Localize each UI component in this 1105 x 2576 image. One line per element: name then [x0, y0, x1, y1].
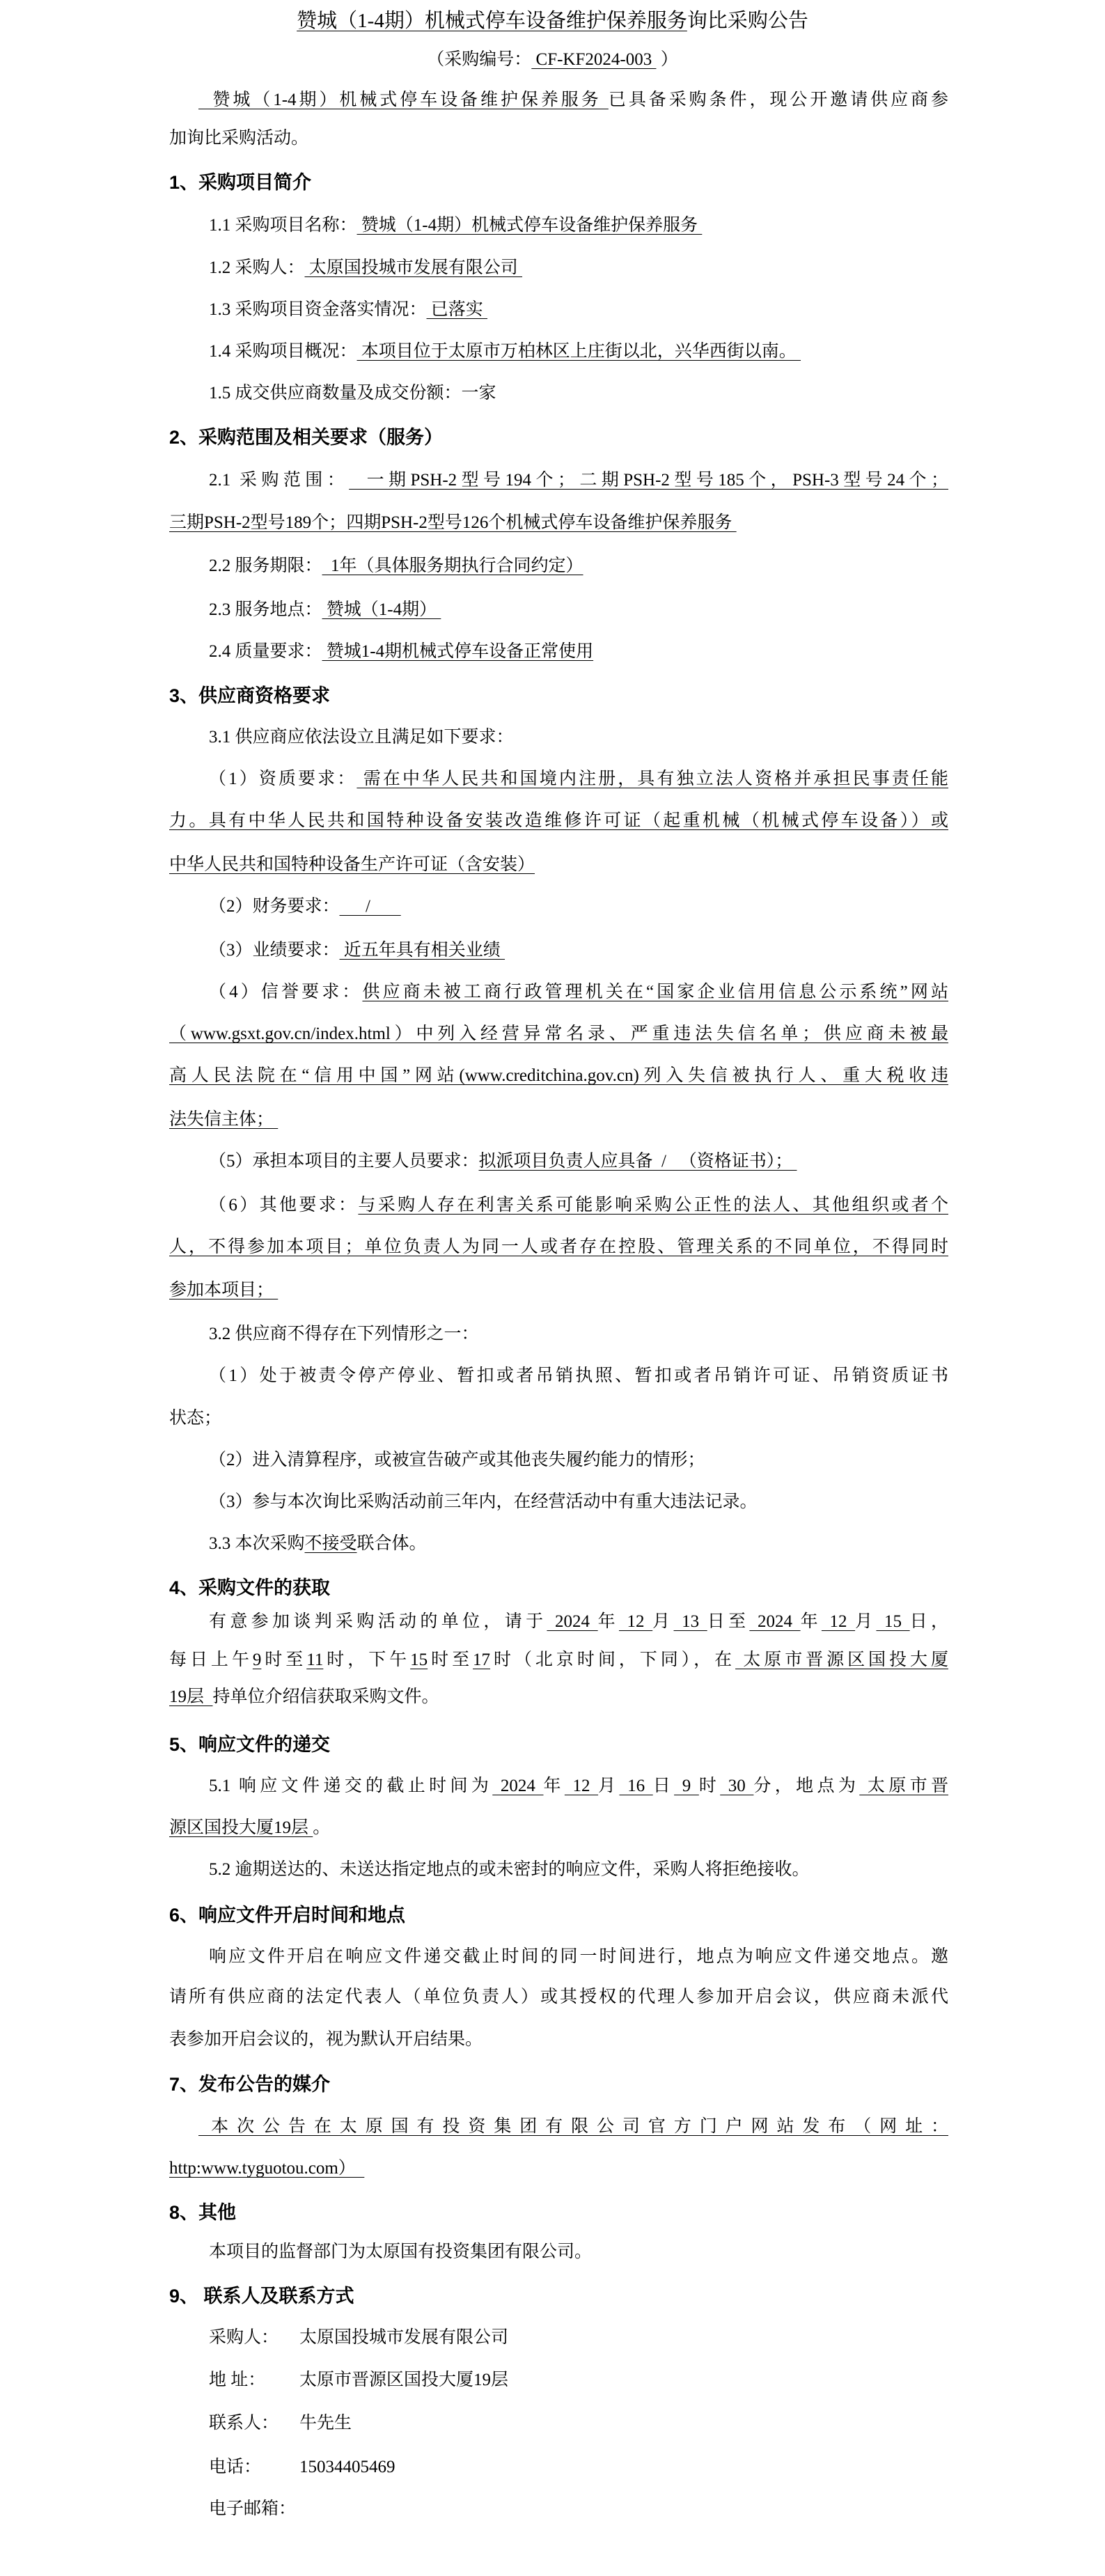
- text-segment: （3）业绩要求：: [209, 941, 340, 960]
- text-segment: 请所有供应商的法定代表人（单位负责人）或其授权的代理人参加开启会议，供应商未派代: [169, 1988, 948, 2006]
- text-segment: 日至: [707, 1612, 750, 1631]
- text-line: [209, 258, 522, 279]
- text-segment: 7、发布公告的媒介: [169, 2074, 331, 2095]
- filled-field-text: CF-KF2024-003: [531, 50, 657, 69]
- text-line: [209, 383, 496, 404]
- text-line: [209, 1533, 427, 1554]
- text-line: [169, 1687, 439, 1708]
- text-line: [169, 2158, 364, 2179]
- text-line: [169, 1237, 948, 1258]
- text-segment: 日: [652, 1777, 675, 1795]
- text-segment: 年: [800, 1612, 822, 1631]
- text-segment: 月: [652, 1612, 674, 1631]
- text-segment: 时至: [261, 1650, 307, 1669]
- text-segment: 5、响应文件的递交: [169, 1734, 331, 1755]
- filled-field-text: 9: [674, 1777, 699, 1795]
- text-line: [209, 1859, 810, 1880]
- filled-field-text: 需在中华人民共和国境内注册，具有独立法人资格并承担民事责任能: [356, 770, 948, 788]
- filled-field-text: 赞城（1-4期）机械式停车设备维护保养服务: [297, 10, 687, 32]
- text-segment: 5.2 逾期送达的、未送达指定地点的或未密封的响应文件，采购人将拒绝接收。: [209, 1860, 810, 1879]
- contact-label: 地 址：: [209, 2371, 266, 2389]
- text-segment: 2.4 质量要求：: [209, 642, 322, 661]
- filled-field-text: 参加本项目；: [169, 1281, 279, 1299]
- text-line: [209, 1450, 705, 1471]
- section-heading: [169, 172, 311, 193]
- text-segment: 9、 联系人及联系方式: [169, 2286, 354, 2306]
- filled-field-text: 2024: [492, 1777, 544, 1795]
- contact-row: [209, 2370, 508, 2391]
- text-line: [209, 896, 401, 917]
- filled-field-text: 供应商未被工商行政管理机关在“国家企业信用信息公示系统”网站: [362, 983, 948, 1001]
- text-segment: 已具备采购条件，现公开邀请供应商参: [608, 91, 948, 109]
- filled-field-text: 中华人民共和国特种设备生产许可证（含安装）: [169, 855, 535, 874]
- filled-field-text: 太原市晋: [859, 1777, 948, 1795]
- text-segment: 3.2 供应商不得存在下列情形之一：: [209, 1325, 479, 1343]
- text-line: [169, 811, 948, 832]
- text-line: [169, 2029, 483, 2050]
- text-segment: 时（北京时间，下同），在: [490, 1650, 736, 1669]
- filled-field-text: /: [339, 897, 401, 916]
- section-heading: [169, 2202, 236, 2223]
- text-segment: 月: [855, 1612, 877, 1631]
- contact-row: [209, 2457, 395, 2478]
- procurement-number: [0, 49, 1105, 70]
- text-segment: 2、采购范围及相关要求（服务）: [169, 427, 444, 448]
- filled-field-text: 人，不得参加本项目；单位负责人为同一人或者存在控股、管理关系的不同单位，不得同时: [169, 1238, 948, 1256]
- section-heading: [169, 1734, 330, 1755]
- contact-label: 采购人：: [209, 2328, 279, 2347]
- text-segment: 2.2 服务期限：: [209, 556, 322, 575]
- text-line: [209, 1324, 479, 1345]
- text-line: [169, 1280, 278, 1301]
- section-heading: [169, 1577, 330, 1598]
- filled-field-text: 赞城（1-4期）机械式停车设备维护保养服务: [356, 216, 703, 235]
- text-line: [209, 299, 487, 320]
- text-segment: （4）信誉要求：: [209, 983, 363, 1001]
- text-line: [198, 90, 948, 111]
- filled-field-text: 13: [673, 1612, 707, 1631]
- filled-field-text: 力。具有中华人民共和国特种设备安装改造维修许可证（起重机械（机械式停车设备））或: [169, 811, 948, 830]
- filled-field-text: http:www.tyguotou.com）: [169, 2159, 365, 2178]
- text-line: [209, 1366, 948, 1387]
- filled-field-text: 太原国投城市发展有限公司: [304, 258, 523, 277]
- filled-field-text: 17: [473, 1650, 491, 1669]
- text-line: [209, 600, 441, 620]
- text-segment: （2）财务要求：: [209, 897, 340, 916]
- text-line: [209, 341, 801, 362]
- text-line: [209, 556, 583, 577]
- filled-field-text: 一期PSH-2型号194个；二期PSH-2型号185个，PSH-3型号24个；: [349, 471, 948, 490]
- text-line: [209, 641, 593, 662]
- text-segment: 4、采购文件的获取: [169, 1577, 331, 1598]
- text-line: [209, 982, 948, 1003]
- text-segment: 。: [313, 1818, 331, 1837]
- text-segment: 8、其他: [169, 2202, 237, 2223]
- section-heading: [169, 427, 443, 448]
- section-heading: [169, 685, 330, 706]
- contact-row: [209, 2413, 352, 2434]
- contact-label: 电话：: [209, 2458, 262, 2476]
- contact-row: [209, 2327, 508, 2348]
- text-segment: 3、供应商资格要求: [169, 685, 331, 706]
- filled-field-text: （www.gsxt.gov.cn/index.html）中列入经营异常名录、严重违法失信名单；供应商未被最: [169, 1024, 948, 1043]
- text-line: [209, 769, 948, 790]
- text-segment: 时至: [428, 1650, 473, 1669]
- filled-field-text: 太原市晋源区国投大厦: [735, 1650, 948, 1669]
- filled-field-text: 近五年具有相关业绩: [339, 941, 506, 960]
- text-line: [198, 2116, 948, 2137]
- filled-field-text: 2024: [749, 1612, 801, 1631]
- text-segment: （6）其他要求：: [209, 1196, 359, 1215]
- text-segment: 2.3 服务地点：: [209, 600, 322, 619]
- text-segment: 6、响应文件开启时间和地点: [169, 1905, 406, 1926]
- text-segment: 3.3 本次采购: [209, 1534, 305, 1553]
- text-line: [209, 1611, 948, 1632]
- filled-field-text: 9: [252, 1650, 262, 1669]
- filled-field-text: 15: [410, 1650, 428, 1669]
- text-line: [169, 1650, 948, 1671]
- text-segment: 1.5 成交供应商数量及成交份额：一家: [209, 384, 496, 403]
- text-line: [209, 1946, 948, 1967]
- contact-row: [209, 2499, 299, 2520]
- text-line: [209, 2242, 592, 2263]
- text-segment: 状态；: [169, 1409, 222, 1428]
- contact-value: 15034405469: [299, 2458, 395, 2476]
- filled-field-text: 16: [619, 1777, 653, 1795]
- text-segment: 响应文件开启在响应文件递交截止时间的同一时间进行，地点为响应文件递交地点。邀: [209, 1947, 948, 1966]
- text-segment: 年: [597, 1612, 619, 1631]
- text-segment: （3）参与本次询比采购活动前三年内，在经营活动中有重大违法记录。: [209, 1492, 758, 1511]
- text-segment: 表参加开启会议的，视为默认开启结果。: [169, 2030, 483, 2049]
- filled-field-text: 与采购人存在利害关系可能影响采购公正性的法人、其他组织或者个: [358, 1196, 948, 1215]
- contact-value: 牛先生: [299, 2414, 352, 2433]
- filled-field-text: 高人民法院在“信用中国”网站(www.creditchina.gov.cn)列入失信被执行人、重大税收违: [169, 1066, 948, 1085]
- text-segment: 每日上午: [169, 1650, 253, 1669]
- text-segment: 本项目的监督部门为太原国有投资集团有限公司。: [209, 2242, 593, 2261]
- filled-field-text: 12: [564, 1777, 599, 1795]
- text-segment: 加询比采购活动。: [169, 129, 309, 148]
- text-line: [209, 1151, 797, 1172]
- text-segment: 年: [543, 1777, 565, 1795]
- filled-field-text: 本项目位于太原市万柏林区上庄街以北，兴华西街以南。: [356, 342, 801, 361]
- filled-field-text: 15: [876, 1612, 910, 1631]
- text-segment: 1.4 采购项目概况：: [209, 342, 357, 361]
- text-segment: 时，下午: [323, 1650, 411, 1669]
- text-segment: （1）处于被责令停产停业、暂扣或者吊销执照、暂扣或者吊销许可证、吊销资质证书: [209, 1366, 948, 1385]
- text-segment: ）: [656, 50, 678, 69]
- filled-field-text: 赞城1-4期机械式停车设备正常使用: [322, 642, 594, 661]
- text-line: [209, 940, 505, 961]
- text-line: [209, 1776, 948, 1797]
- document-title: [0, 9, 1105, 33]
- text-segment: （1）资质要求：: [209, 770, 357, 788]
- text-line: [169, 1024, 948, 1045]
- text-line: [209, 1492, 758, 1513]
- contact-value: 太原国投城市发展有限公司: [299, 2328, 509, 2347]
- filled-field-text: 拟派项目负责人应具备 / （资格证书）；: [478, 1152, 797, 1171]
- contact-label: 联系人：: [209, 2414, 279, 2433]
- section-heading: [169, 2286, 354, 2306]
- filled-field-text: 赞城（1-4期）: [322, 600, 441, 619]
- filled-field-text: 12: [618, 1612, 653, 1631]
- filled-field-text: 赞城（1-4期）机械式停车设备维护保养服务: [198, 91, 609, 109]
- text-segment: 询比采购公告: [687, 10, 808, 32]
- filled-field-text: 11: [306, 1650, 324, 1669]
- text-segment: 2.1 采购范围：: [209, 471, 350, 490]
- text-segment: 分，地点为: [753, 1777, 860, 1795]
- text-segment: 月: [598, 1777, 620, 1795]
- text-segment: 联合体。: [356, 1534, 427, 1553]
- text-line: [169, 854, 535, 875]
- text-segment: 5.1 响应文件递交的截止时间为: [209, 1777, 493, 1795]
- text-line: [169, 1818, 330, 1839]
- filled-field-text: 法失信主体；: [169, 1110, 279, 1129]
- filled-field-text: 12: [821, 1612, 856, 1631]
- text-line: [169, 513, 737, 533]
- filled-field-text: 30: [720, 1777, 754, 1795]
- filled-field-text: 19层: [169, 1687, 213, 1706]
- contact-label: 电子邮箱：: [209, 2499, 297, 2518]
- text-segment: 时: [698, 1777, 721, 1795]
- text-segment: （采购编号：: [427, 50, 532, 69]
- filled-field-text: 2024: [547, 1612, 598, 1631]
- filled-field-text: 已落实: [426, 300, 488, 319]
- text-segment: 1、采购项目简介: [169, 172, 312, 193]
- section-heading: [169, 1905, 405, 1926]
- filled-field-text: 不接受: [304, 1534, 357, 1553]
- text-segment: 1.2 采购人：: [209, 258, 305, 277]
- text-segment: 有意参加谈判采购活动的单位，请于: [209, 1612, 547, 1631]
- text-line: [209, 1195, 948, 1216]
- text-segment: 持单位介绍信获取采购文件。: [212, 1687, 439, 1706]
- filled-field-text: 三期PSH-2型号189个；四期PSH-2型号126个机械式停车设备维护保养服务: [169, 513, 737, 532]
- text-line: [169, 1109, 278, 1130]
- text-line: [169, 1065, 948, 1086]
- text-segment: （5）承担本项目的主要人员要求：: [209, 1152, 479, 1171]
- text-line: [209, 470, 948, 491]
- text-segment: 3.1 供应商应依法设立且满足如下要求：: [209, 728, 514, 747]
- text-line: [169, 128, 308, 149]
- text-line: [209, 727, 514, 748]
- text-segment: 1.3 采购项目资金落实情况：: [209, 300, 427, 319]
- contact-value: 太原市晋源区国投大厦19层: [299, 2371, 509, 2389]
- text-line: [169, 1987, 948, 2008]
- filled-field-text: 本次公告在太原国有投资集团有限公司官方门户网站发布（网址：: [198, 2117, 948, 2136]
- filled-field-text: 源区国投大厦19层: [169, 1818, 313, 1837]
- filled-field-text: 1年（具体服务期执行合同约定）: [322, 556, 583, 575]
- text-line: [209, 215, 702, 236]
- section-heading: [169, 2074, 330, 2095]
- text-segment: 1.1 采购项目名称：: [209, 216, 357, 235]
- text-line: [169, 1408, 221, 1429]
- text-segment: （2）进入清算程序，或被宣告破产或其他丧失履约能力的情形；: [209, 1451, 705, 1469]
- text-segment: 日，: [909, 1612, 948, 1631]
